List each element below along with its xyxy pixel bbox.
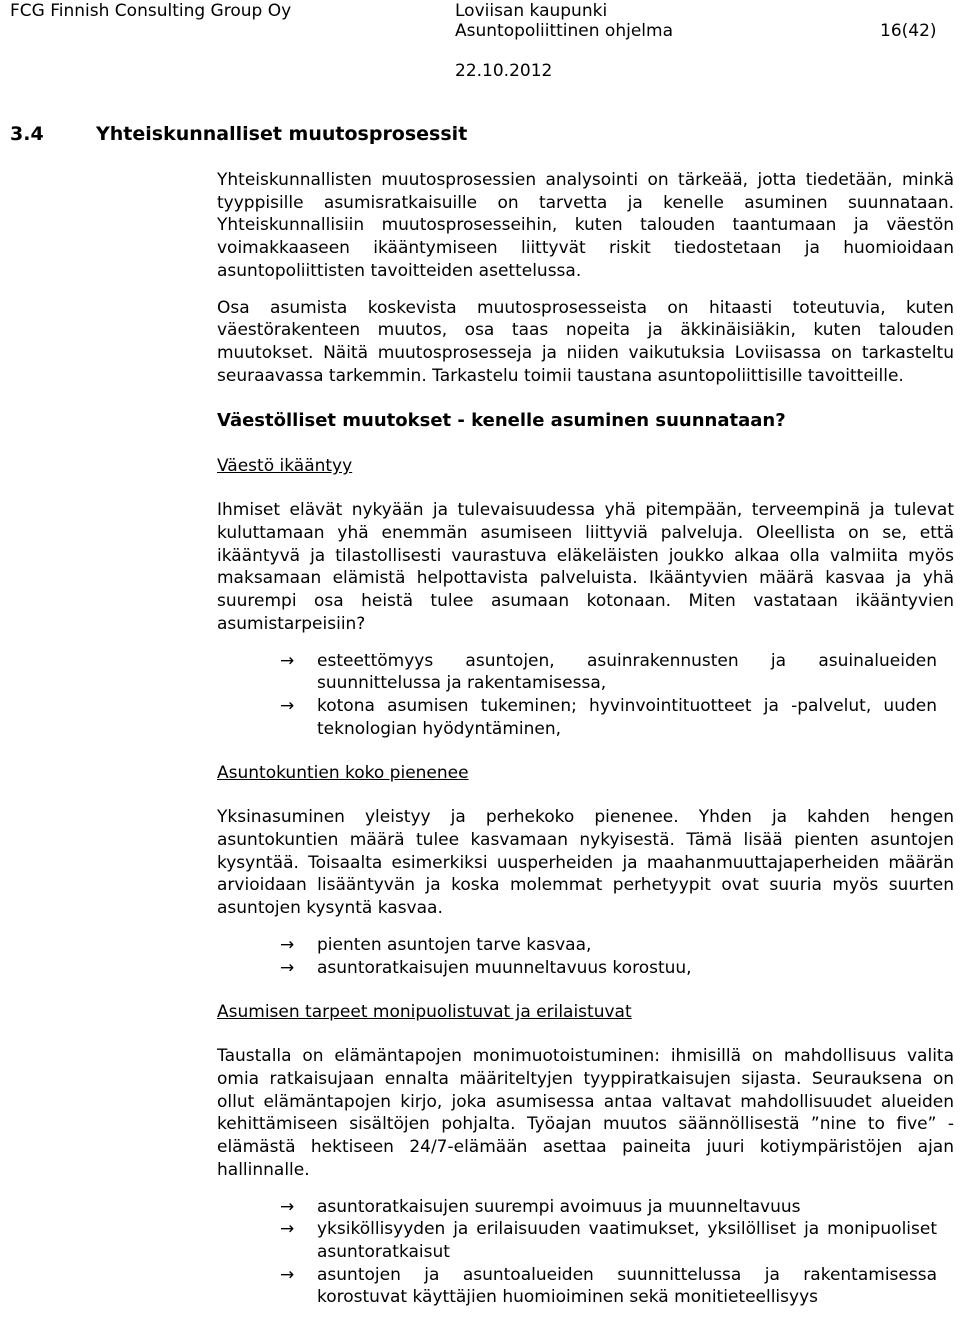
header-program: Asuntopoliittinen ohjelma (455, 21, 673, 41)
arrow-right-icon: → (280, 650, 295, 671)
arrow-right-icon: → (280, 1196, 295, 1217)
topic-title: Väestö ikääntyy (217, 456, 353, 477)
list-item (217, 1264, 937, 1309)
topic-title: Asumisen tarpeet monipuolistuvat ja erilaistuvat (217, 1002, 632, 1023)
topic-paragraph: Ihmiset elävät nykyään ja tulevaisuudessa yhä pitempään, terveempinä ja tulevat kuluttamaan yhä enemmän asumiseen liittyviä palveluja. Oleellista on se, että ikääntyvä ja tilastollisesti vaurastuva eläkeläisten joukko alkaa olla valmiita myös maksamaan elämistä helpottavista palveluista. Ikääntyvien määrä kasvaa ja yhä suurempi osa heistä tulee asumaan kotonaan. Miten vastataan ikääntyvien asumistarpeisiin? (217, 500, 954, 634)
list-item (217, 934, 937, 957)
section-content (217, 146, 954, 1309)
section-heading (10, 122, 960, 146)
process-paragraph: Osa asumista koskevista muutosprosesseista on hitaasti toteutuvia, kuten väestörakenteen muutos, osa taas nopeita ja äkkinäisiäkin, kuten talouden muutokset. Näitä muutosprosesseja ja niiden vaikutuksia Loviisassa on tarkasteltu seuraavassa tarkemmin. Tarkastelu toimii taustana asuntopoliittisille tavoitteille. (217, 297, 954, 386)
bullet-list (217, 934, 954, 979)
page-number: 16(42) (880, 21, 937, 41)
list-item-text: pienten asuntojen tarve kasvaa, (317, 934, 592, 955)
header-company: FCG Finnish Consulting Group Oy (10, 1, 292, 21)
topic-paragraph: Yksinasuminen yleistyy ja perhekoko pienenee. Yhden ja kahden hengen asuntokuntien määrä tulee kasvamaan nykyisestä. Tämä lisää pienten asuntojen kysyntää. Toisaalta esimerkiksi uusperheiden ja maahanmuuttajaperheiden määrän arvioidaan lisääntyvän ja koska molemmat perhetyypit ovat suuria myös suurten asuntojen kysyntä kasvaa. (217, 807, 954, 919)
list-item-text: asuntoratkaisujen suurempi avoimuus ja muunneltavuus (317, 1196, 801, 1217)
list-item (217, 957, 937, 980)
topic-title: Asuntokuntien koko pienenee (217, 763, 469, 784)
arrow-right-icon: → (280, 934, 295, 955)
list-item-text: asuntojen ja asuntoalueiden suunnittelussa ja rakentamisessa korostuvat käyttäjien huomioiminen sekä monitieteellisyys (317, 1264, 937, 1308)
arrow-right-icon: → (280, 1264, 295, 1285)
section-number: 3.4 (10, 123, 44, 145)
list-item (217, 650, 937, 695)
section-title: Yhteiskunnalliset muutosprosessit (96, 123, 468, 145)
list-item-text: yksiköllisyyden ja erilaisuuden vaatimukset, yksilölliset ja monipuoliset asuntoratkaisut (317, 1219, 937, 1262)
header-organization: Loviisan kaupunki (455, 1, 608, 21)
bullet-list (217, 1196, 954, 1310)
list-item (217, 1218, 937, 1263)
list-item (217, 1196, 937, 1219)
list-item-text: asuntoratkaisujen muunneltavuus korostuu, (317, 957, 692, 978)
list-item (217, 695, 937, 740)
arrow-right-icon: → (280, 1219, 295, 1240)
arrow-right-icon: → (280, 695, 295, 716)
arrow-right-icon: → (280, 957, 295, 978)
subheading: Väestölliset muutokset - kenelle asuminen suunnataan? (217, 410, 786, 432)
intro-paragraph: Yhteiskunnallisten muutosprosessien analysointi on tärkeää, jotta tiedetään, minkä tyyppisille asumisratkaisuille on tarvetta ja kenelle asuminen suunnataan. Yhteiskunnallisiin muutosprosesseihin, kuten talouden taantumaan ja väestön voimakkaaseen ikääntymiseen liittyvät riskit tiedostetaan ja huomioidaan asuntopoliittisten tavoitteiden asettelussa. (217, 170, 954, 281)
list-item-text: kotona asumisen tukeminen; hyvinvointituotteet ja -palvelut, uuden teknologian hyödyntäminen, (317, 695, 937, 739)
bullet-list (217, 650, 954, 741)
header-date: 22.10.2012 (455, 61, 553, 81)
list-item-text: esteettömyys asuntojen, asuinrakennusten ja asuinalueiden suunnittelussa ja rakentamisessa, (317, 650, 937, 694)
topic-paragraph: Taustalla on elämäntapojen monimuotoistuminen: ihmisillä on mahdollisuus valita omia ratkaisujaan ennalta määriteltyjen tyyppiratkaisujen sijasta. Seurauksena on ollut elämäntapojen kirjo, joka asumisessa antaa valtavat mahdollisuudet alueiden kehittämiseen sisältöjen pohjalta. Työajan muutos säännöllisestä ”nine to five” -elämästä hektiseen 24/7-elämään asettaa paineita juuri kotiympäristöjen ajan hallinnalle. (217, 1046, 954, 1180)
document-body (0, 122, 960, 1309)
